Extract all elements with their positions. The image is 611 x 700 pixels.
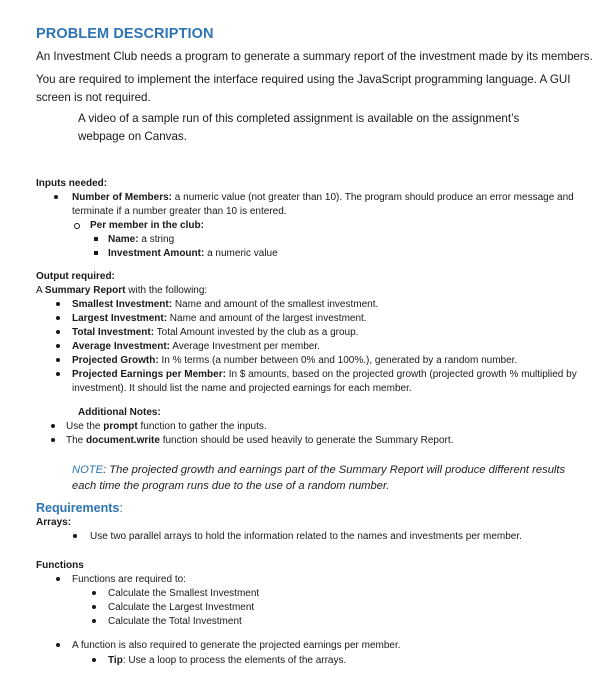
bullet-icon (56, 358, 60, 362)
note-document-write: The document.write function should be used heavily to generate the Summary Report. (66, 435, 454, 446)
output-item-smallest: Smallest Investment: Name and amount of the smallest investment. (72, 299, 379, 310)
function-smallest: Calculate the Smallest Investment (108, 588, 260, 599)
arrays-item: Use two parallel arrays to hold the information related to the names and investments per member. (90, 531, 522, 542)
functions-heading: Functions (36, 560, 84, 571)
bullet-icon (92, 619, 96, 623)
video-note: A video of a sample run of this completed assignment is available on the assignment’s webpage on Canvas. (78, 112, 520, 143)
inputs-heading: Inputs needed: (36, 178, 108, 189)
requirements-heading: Requirements: (36, 501, 123, 515)
output-heading: Output required: (36, 271, 115, 282)
bullet-icon (56, 372, 60, 376)
bullet-icon (51, 424, 55, 428)
earnings-function-item: A function is also required to generate the projected earnings per member. (72, 640, 401, 651)
circle-bullet-icon (74, 223, 80, 229)
page-title: PROBLEM DESCRIPTION (36, 26, 214, 42)
function-total: Calculate the Total Investment (108, 616, 242, 627)
output-item-average: Average Investment: Average Investment per member. (72, 341, 320, 352)
name-field-item: Name: a string (108, 234, 175, 245)
intro-paragraph-1: An Investment Club needs a program to generate a summary report of the investment made by its members. (36, 50, 593, 63)
bullet-icon (56, 344, 60, 348)
bullet-icon (92, 605, 96, 609)
bullet-icon (92, 658, 96, 662)
note-prompt: Use the prompt function to gather the inputs. (66, 421, 267, 432)
amount-field-item: Investment Amount: a numeric value (108, 248, 278, 259)
tip-item: Tip: Use a loop to process the elements of the arrays. (108, 655, 347, 666)
output-intro: A Summary Report with the following: (36, 285, 208, 296)
members-item: Number of Members: a numeric value (not greater than 10). The program should produce an error message and terminate if a number greater than 10 is entered. (72, 192, 574, 217)
bullet-icon (56, 316, 60, 320)
output-item-total: Total Investment: Total Amount invested by the club as a group. (72, 327, 359, 338)
notes-heading: Additional Notes: (78, 407, 161, 418)
bullet-icon (56, 330, 60, 334)
bullet-icon (73, 534, 77, 538)
bullet-icon (92, 591, 96, 595)
bullet-icon (56, 302, 60, 306)
square-bullet-icon (94, 237, 98, 241)
bullet-icon (51, 438, 55, 442)
bullet-icon (56, 577, 60, 581)
function-largest: Calculate the Largest Investment (108, 602, 255, 613)
bullet-icon (54, 195, 58, 199)
functions-intro: Functions are required to: (72, 574, 186, 585)
per-member-heading: Per member in the club: (90, 220, 204, 231)
output-item-largest: Largest Investment: Name and amount of the largest investment. (72, 313, 367, 324)
intro-paragraph-2: You are required to implement the interface required using the JavaScript programming language. A GUI screen is not required. (36, 73, 571, 104)
random-number-note: NOTE: The projected growth and earnings part of the Summary Report will produce different results each time the program runs due to the use of a random number. (72, 464, 566, 492)
output-item-growth: Projected Growth: In % terms (a number between 0% and 100%.), generated by a random number. (72, 355, 518, 366)
arrays-heading: Arrays: (36, 517, 72, 528)
square-bullet-icon (94, 251, 98, 255)
output-item-earnings: Projected Earnings per Member: In $ amounts, based on the projected growth (projected growth % multiplied by investment). It should list the name and projected earnings for each member. (72, 369, 577, 394)
bullet-icon (56, 643, 60, 647)
